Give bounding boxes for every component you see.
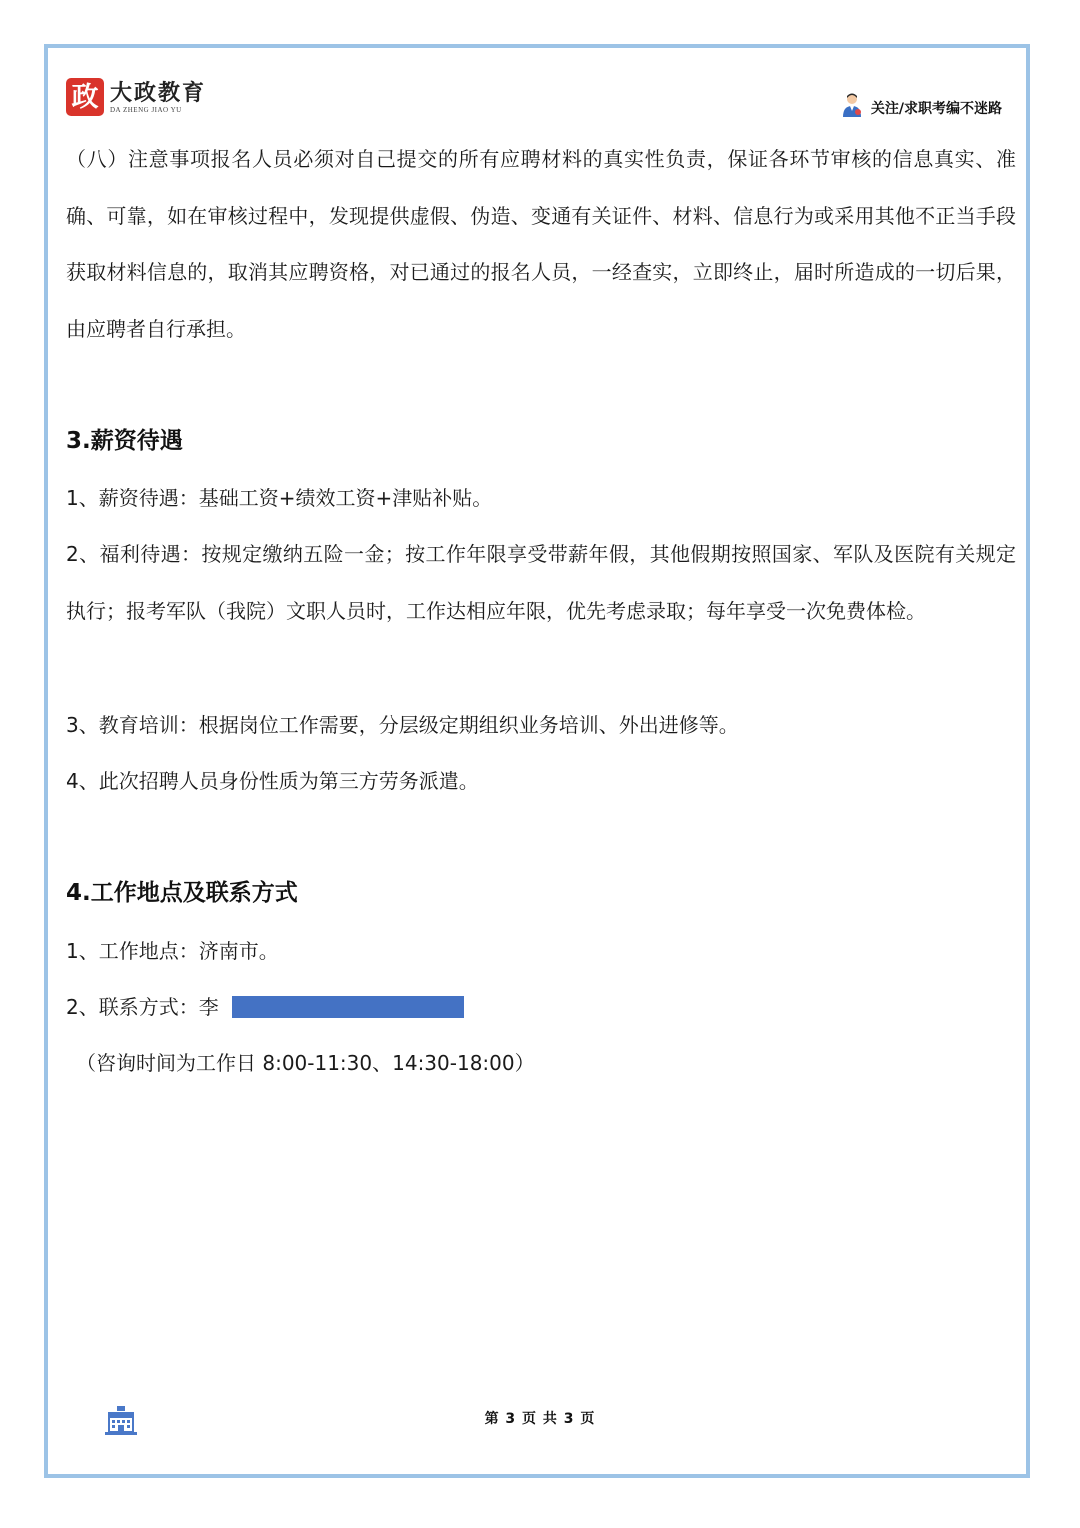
salary-item-2: 2、福利待遇：按规定缴纳五险一金；按工作年限享受带薪年假，其他假期按照国家、军队及医院有关规定执行；报考军队（我院）文职人员时，工作达相应年限，优先考虑录取；每年享受一次免费体检。 <box>66 542 1016 623</box>
page-number: 第 3 页 共 3 页 <box>484 1411 596 1427</box>
notes-paragraph: （八）注意事项报名人员必须对自己提交的所有应聘材料的真实性负责，保证各环节审核的信息真实、准确、可靠，如在审核过程中，发现提供虚假、伪造、变通有关证件、材料、信息行为或采用其他不正当手段获取材料信息的，取消其应聘资格，对已通过的报名人员，一经查实，立即终止，届时所造成的一切后果，由应聘者自行承担。 <box>66 147 1016 341</box>
avatar-icon <box>841 92 863 118</box>
salary-item-1: 1、薪资待遇：基础工资+绩效工资+津贴补贴。 <box>66 486 493 510</box>
salary-item-4: 4、此次招聘人员身份性质为第三方劳务派遣。 <box>66 769 479 793</box>
logo-text <box>110 81 206 114</box>
logo-name: 大政教育 <box>110 79 207 106</box>
contact-method: 2、联系方式：李 <box>66 995 219 1019</box>
logo-mark: 政 <box>66 78 104 116</box>
slogan-text: 关注/求职考编不迷路 <box>870 101 1002 117</box>
contact-heading: 4.工作地点及联系方式 <box>66 880 298 906</box>
brand-logo <box>66 78 206 116</box>
logo-pinyin: DA ZHENG JIAO YU <box>110 105 182 114</box>
salary-item-3: 3、教育培训：根据岗位工作需要，分层级定期组织业务培训、外出进修等。 <box>66 713 739 737</box>
contact-location: 1、工作地点：济南市。 <box>66 939 279 963</box>
salary-heading: 3.薪资待遇 <box>66 428 183 454</box>
consult-hours: （咨询时间为工作日 8:00-11:30、14:30-18:00） <box>76 1051 535 1075</box>
header-slogan <box>841 92 1002 118</box>
redaction-block <box>232 996 464 1018</box>
